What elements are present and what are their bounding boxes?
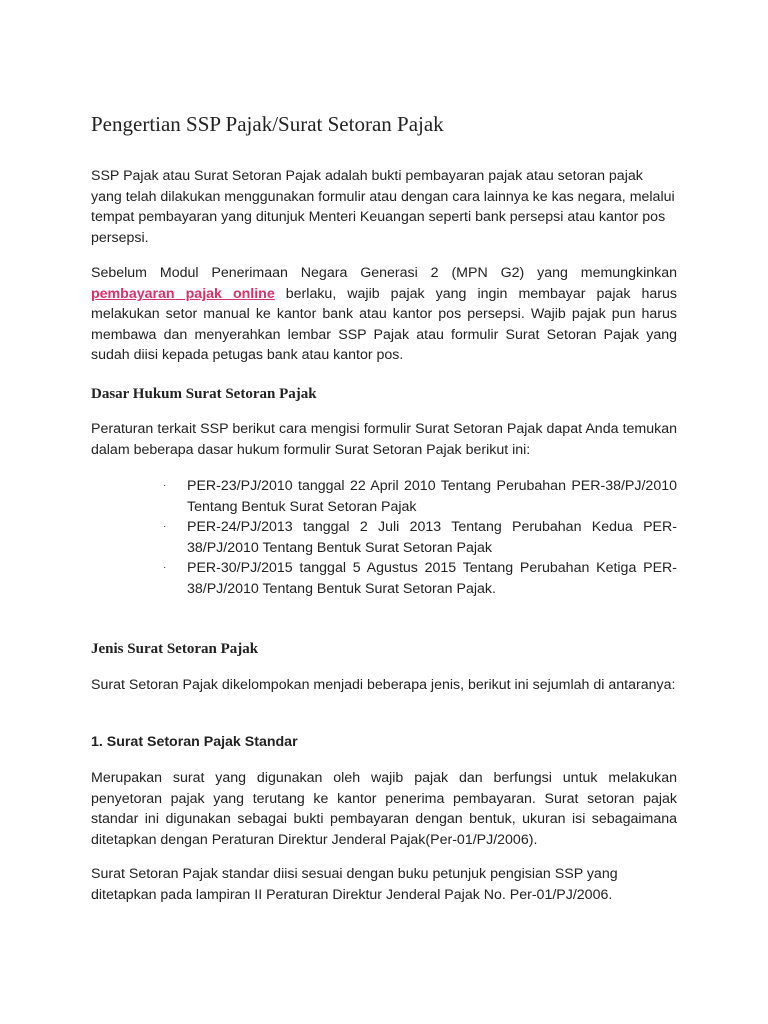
bullet-icon: · (163, 562, 167, 574)
paragraph-jenis-intro: Surat Setoran Pajak dikelompokan menjadi beberapa jenis, berikut ini sejumlah di antaranya: (91, 677, 676, 693)
paragraph-mpn-g2-after: berlaku, wajib pajak yang ingin membayar pajak harus melakukan setor manual ke kantor bank atau kantor pos persepsi. Wajib pajak pun harus membawa dan menyerahkan lembar SSP Pajak atau formulir Surat Setoran Pajak yang sudah diisi kepada petugas bank atau kantor pos. (91, 285, 677, 364)
page-title: Pengertian SSP Pajak/Surat Setoran Pajak (91, 112, 444, 136)
section-heading-dasar-hukum: Dasar Hukum Surat Setoran Pajak (91, 386, 317, 402)
paragraph-ssp-standar-definition: Merupakan surat yang digunakan oleh wajib pajak dan berfungsi untuk melakukan penyetoran pajak yang terutang ke kantor penerima pembayaran. Surat setoran pajak standar ini digunakan sebagai bukti pembayaran dengan bentuk, ukuran isi sebagaimana ditetapkan dengan Peraturan Direktur Jenderal Pajak(Per-01/PJ/2006). (91, 770, 677, 848)
paragraph-peraturan: Peraturan terkait SSP berikut cara mengisi formulir Surat Setoran Pajak dapat Anda temukan dalam beberapa dasar hukum formulir Surat Setoran Pajak berikut ini: (91, 421, 677, 458)
regulation-text: PER-30/PJ/2015 tanggal 5 Agustus 2015 Tentang Perubahan Ketiga PER-38/PJ/2010 Tentang Bentuk Surat Setoran Pajak. (187, 560, 677, 597)
section-heading-jenis: Jenis Surat Setoran Pajak (91, 641, 259, 657)
paragraph-ssp-standar-filling: Surat Setoran Pajak standar diisi sesuai dengan buku petunjuk pengisian SSP yang ditetapkan pada lampiran II Peraturan Direktur Jenderal Pajak No. Per-01/PJ/2006. (91, 866, 618, 903)
regulation-text: PER-24/PJ/2013 tanggal 2 Juli 2013 Tentang Perubahan Kedua PER-38/PJ/2010 Tentang Bentuk Surat Setoran Pajak (187, 519, 677, 556)
regulation-item (163, 476, 677, 517)
pembayaran-pajak-online-link[interactable]: pembayaran pajak online (91, 285, 275, 302)
bullet-icon: · (163, 521, 167, 533)
bullet-icon: · (163, 480, 167, 491)
regulation-item (163, 558, 677, 599)
paragraph-mpn-g2-before: Sebelum Modul Penerimaan Negara Generasi 2 (MPN G2) yang memungkinkan (91, 265, 677, 281)
paragraph-mpn-g2 (91, 263, 677, 366)
subheading-ssp-standar: 1. Surat Setoran Pajak Standar (91, 734, 298, 750)
paragraph-definition: SSP Pajak atau Surat Setoran Pajak adalah bukti pembayaran pajak atau setoran pajak yang telah dilakukan menggunakan formulir atau dengan cara lainnya ke kas negara, melalui tempat pembayaran yang ditunjuk Menteri Keuangan seperti bank persepsi atau kantor pos persepsi. (91, 168, 675, 246)
regulation-list (163, 476, 677, 600)
regulation-text: PER-23/PJ/2010 tanggal 22 April 2010 Tentang Perubahan PER-38/PJ/2010 Tentang Bentuk Surat Setoran Pajak (187, 478, 677, 515)
regulation-item (163, 517, 677, 558)
